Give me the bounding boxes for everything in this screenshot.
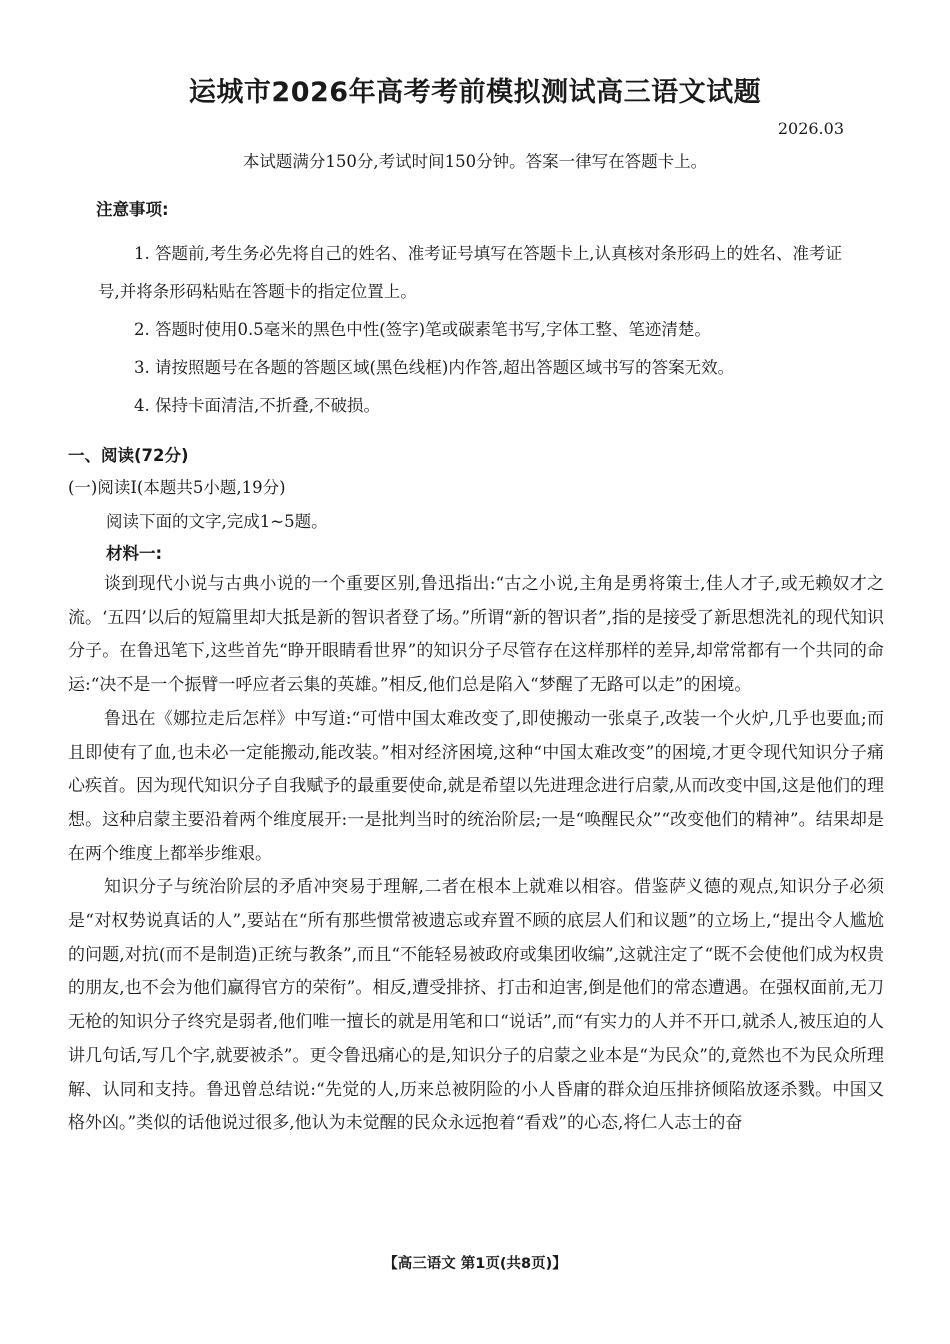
- body-paragraph: 鲁迅在《娜拉走后怎样》中写道:“可惜中国太难改变了,即使搬动一张桌子,改装一个火炉,几乎也要血;而且即使有了血,也未必一定能搬动,能改装。”相对经济困境,这种“中国太难改变”的困境,才更令现代知识分子痛心疾首。因为现代知识分子自我赋予的最重要使命,就是希望以先进理念进行启蒙,从而改变中国,这是他们的理想。这种启蒙主要沿着两个维度展开:一是批判当时的统治阶层;一是“唤醒民众”“改变他们的精神”。结果却是在两个维度上都举步维艰。: [68, 708, 884, 864]
- reading-instruction: 阅读下面的文字,完成1~5题。: [106, 512, 328, 531]
- exam-intro: 本试题满分150分,考试时间150分钟。答案一律写在答题卡上。: [242, 152, 708, 171]
- body-paragraph: 谈到现代小说与古典小说的一个重要区别,鲁迅指出:“古之小说,主角是勇将策士,佳人才子,或无赖奴才之流。‘五四’以后的短篇里却大抵是新的智识者登了场。”所谓“新的智识者”,指的是接受了新思想洗礼的现代知识分子。在鲁迅笔下,这些首先“睁开眼睛看世界”的知识分子尽管存在这样那样的差异,却常常都有一个共同的命运:“决不是一个振臂一呼应者云集的英雄。”相反,他们总是陷入“梦醒了无路可以走”的困境。: [68, 574, 884, 696]
- notice-item: 1. 答题前,考生务必先将自己的姓名、准考证号填写在答题卡上,认真核对条形码上的姓名、准考证号,并将条形码粘贴在答题卡的指定位置上。: [98, 244, 842, 301]
- notice-list: [98, 235, 858, 425]
- notice-item: 3. 请按照题号在各题的答题区域(黑色线框)内作答,超出答题区域书写的答案无效。: [134, 358, 735, 377]
- subsection-heading: (一)阅读Ⅰ(本题共5小题,19分): [68, 478, 286, 497]
- notice-item: 4. 保持卡面清洁,不折叠,不破损。: [134, 396, 380, 415]
- body-paragraph: 知识分子与统治阶层的矛盾冲突易于理解,二者在根本上就难以相容。借鉴萨义德的观点,知识分子必须是“对权势说真话的人”,要站在“所有那些惯常被遗忘或弃置不顾的底层人们和议题”的立场上,“提出令人尴尬的问题,对抗(而不是制造)正统与教条”,而且“不能轻易被政府或集团收编”,这就注定了“既不会使他们成为权贵的朋友,也不会为他们赢得官方的荣衔”。相反,遭受排挤、打击和迫害,倒是他们的常态遭遇。在强权面前,无刀无枪的知识分子终究是弱者,他们唯一擅长的就是用笔和口“说话”,而“有实力的人并不开口,就杀人,被压迫的人讲几句话,写几个字,就要被杀”。更令鲁迅痛心的是,知识分子的启蒙之业本是“为民众”的,竟然也不为民众所理解、认同和支持。鲁迅曾总结说:“先觉的人,历来总被阴险的小人昏庸的群众迫压排挤倾陷放逐杀戮。中国又格外凶。”类似的话他说过很多,他认为未觉醒的民众永远抱着“看戏”的心态,将仁人志士的奋: [68, 877, 884, 1134]
- notice-item: 2. 答题时使用0.5毫米的黑色中性(签字)笔或碳素笔书写,字体工整、笔迹清楚。: [134, 320, 711, 339]
- page-footer: 【高三语文 第1页(共8页)】: [383, 1256, 567, 1272]
- material-body: [68, 568, 884, 1141]
- exam-date: 2026.03: [777, 119, 844, 138]
- notice-heading: 注意事项:: [96, 200, 169, 219]
- exam-title: 运城市2026年高考考前模拟测试高三语文试题: [188, 77, 762, 108]
- section-heading: 一、阅读(72分): [68, 446, 189, 465]
- material-label: 材料一:: [106, 544, 163, 563]
